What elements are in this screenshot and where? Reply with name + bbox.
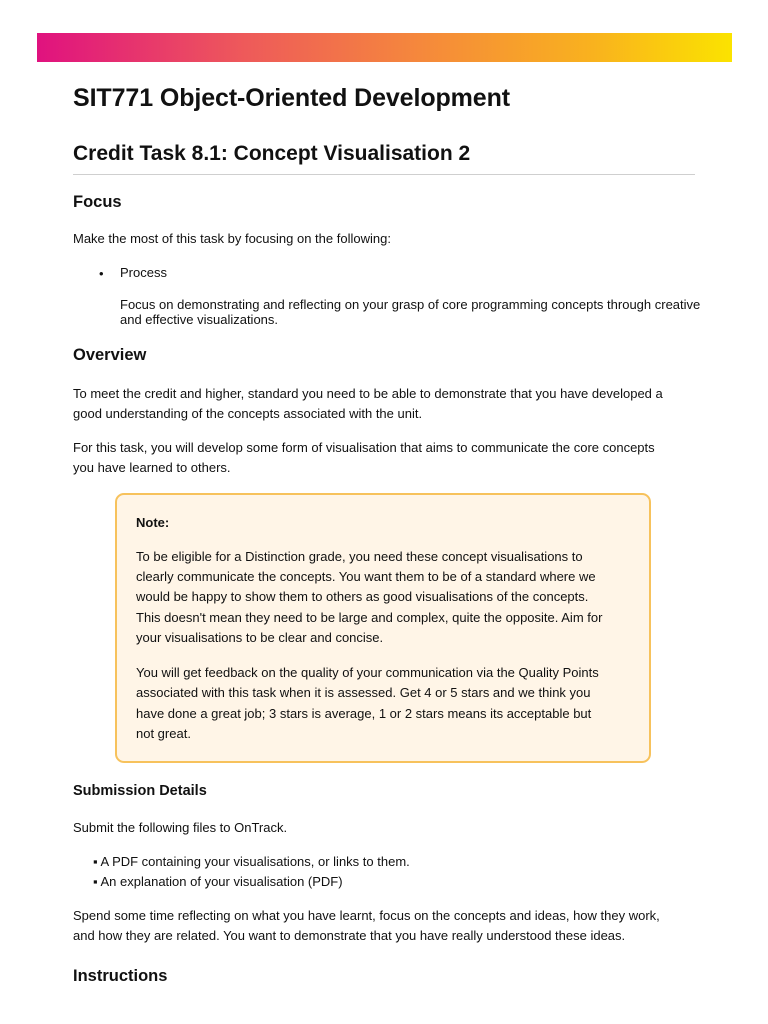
overview-p2-line2: you have learned to others. bbox=[73, 460, 231, 475]
note-callout bbox=[115, 493, 651, 763]
submission-intro: Submit the following files to OnTrack. bbox=[73, 820, 288, 835]
focus-item-desc-line2: and effective visualizations. bbox=[120, 312, 279, 327]
title-divider bbox=[73, 174, 695, 175]
submission-p-line2: and how they are related. You want to demonstrate that you have really understood these ideas. bbox=[73, 928, 626, 943]
note-p2-line: not great. bbox=[136, 726, 191, 741]
note-p1-line: clearly communicate the concepts. You want them to be of a standard where we bbox=[136, 569, 596, 584]
focus-intro: Make the most of this task by focusing on the following: bbox=[73, 231, 391, 246]
overview-p1-line1: To meet the credit and higher, standard you need to be able to demonstrate that you have developed a bbox=[73, 386, 663, 401]
note-p2-line: have done a great job; 3 stars is average, 1 or 2 stars means its acceptable but bbox=[136, 706, 592, 721]
task-title: Credit Task 8.1: Concept Visualisation 2 bbox=[73, 142, 471, 165]
note-p2-line: associated with this task when it is assessed. Get 4 or 5 stars and we think you bbox=[136, 685, 591, 700]
submission-list-item: ▪ An explanation of your visualisation (PDF) bbox=[93, 874, 343, 889]
submission-p-line1: Spend some time reflecting on what you have learnt, focus on the concepts and ideas, how they work, bbox=[73, 908, 660, 923]
overview-heading: Overview bbox=[73, 346, 147, 364]
course-title: SIT771 Object-Oriented Development bbox=[73, 84, 510, 112]
focus-heading: Focus bbox=[73, 193, 122, 211]
note-p1-line: your visualisations to be clear and concise. bbox=[136, 630, 384, 645]
header-gradient-banner bbox=[37, 33, 732, 62]
note-title: Note: bbox=[136, 515, 170, 530]
submission-heading: Submission Details bbox=[73, 783, 207, 799]
note-p2-line: You will get feedback on the quality of your communication via the Quality Points bbox=[136, 665, 599, 680]
note-p1-line: would be happy to show them to others as good visualisations of the concepts. bbox=[136, 589, 589, 604]
submission-list-item: ▪ A PDF containing your visualisations, or links to them. bbox=[93, 854, 410, 869]
focus-item-label: Process bbox=[120, 265, 167, 280]
overview-p1-line2: good understanding of the concepts associated with the unit. bbox=[73, 406, 423, 421]
bullet-icon: • bbox=[99, 266, 104, 281]
note-p1-line: To be eligible for a Distinction grade, you need these concept visualisations to bbox=[136, 549, 583, 564]
overview-p2-line1: For this task, you will develop some form of visualisation that aims to communicate the core concepts bbox=[73, 440, 655, 455]
note-p1-line: This doesn't mean they need to be large and complex, quite the opposite. Aim for bbox=[136, 610, 603, 625]
instructions-heading: Instructions bbox=[73, 967, 168, 985]
focus-item-desc-line1: Focus on demonstrating and reflecting on your grasp of core programming concepts through creative bbox=[120, 297, 701, 312]
